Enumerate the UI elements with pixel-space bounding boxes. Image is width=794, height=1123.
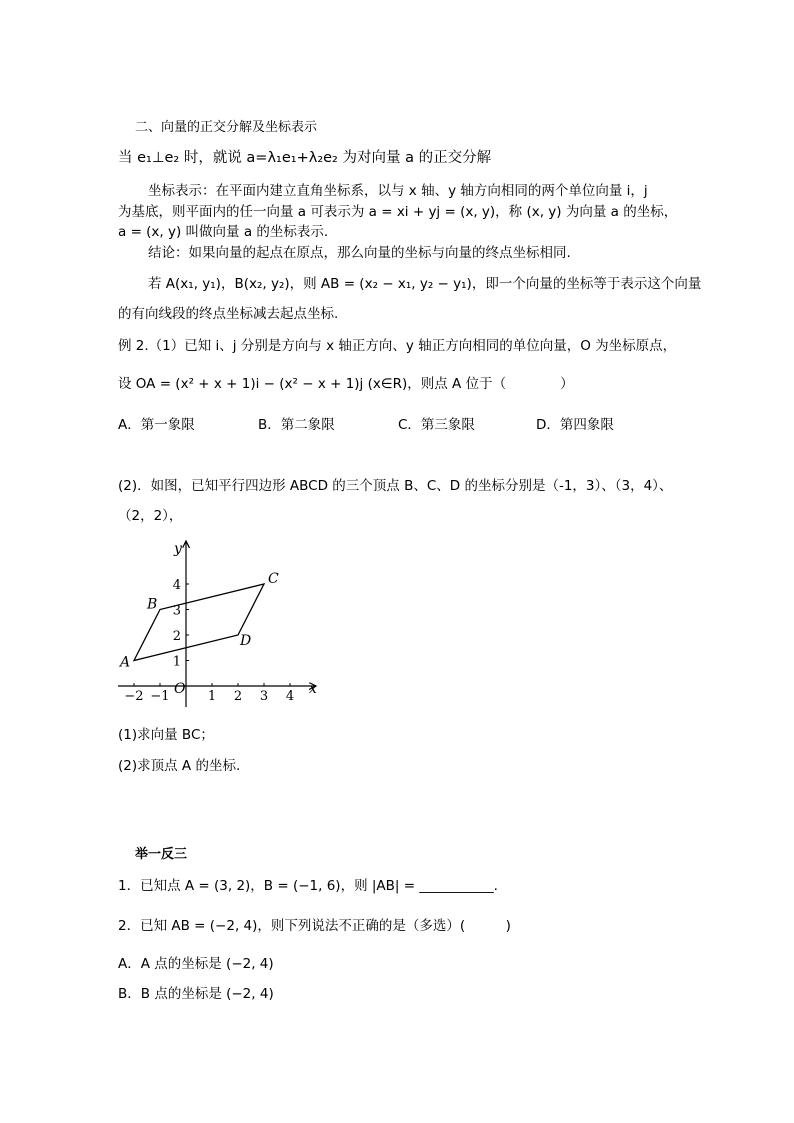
y-axis-label: y: [174, 541, 182, 557]
option-a: A．第一象限: [118, 417, 195, 433]
coordinate-paragraph-line-2: 为基底，则平面内的任一向量 a 可表示为 a = xi + yj = (x, y)，称 (x, y) 为向量 a 的坐标，: [118, 204, 678, 220]
practice-option-a: A．A 点的坐标是 (−2, 4): [118, 956, 274, 972]
x-tick-label: −1: [150, 689, 170, 704]
practice-question-1: 1．已知点 A = (3, 2)，B = (−1, 6)，则 |AB| = ___________.: [118, 878, 498, 894]
vertex-label-c: C: [268, 571, 279, 587]
option-d: D．第四象限: [536, 417, 614, 433]
option-b: B．第二象限: [258, 417, 335, 433]
section-heading: 二、向量的正交分解及坐标表示: [135, 120, 318, 135]
y-tick-label: 2: [172, 629, 181, 644]
practice-question-2: 2．已知 AB = (−2, 4)，则下列说法不正确的是（多选）( ): [118, 918, 511, 934]
y-tick-label: 3: [172, 603, 181, 619]
question-2: (2)求顶点 A 的坐标.: [118, 758, 241, 774]
parallelogram-abcd: [134, 584, 264, 661]
question-1: (1)求向量 BC；: [118, 727, 214, 743]
rule-line-1: 若 A(x₁, y₁)，B(x₂, y₂)，则 AB = (x₂ − x₁, y₂ − y₁)，即一个向量的坐标等于表示这个向量: [148, 276, 702, 292]
part-2-line-1: (2)．如图，已知平行四边形 ABCD 的三个顶点 B、C、D 的坐标分别是（-1，3）、（3，4）、: [118, 478, 673, 494]
x-tick-label: 4: [285, 689, 295, 704]
x-tick-label: −2: [124, 689, 144, 704]
x-tick-label: 1: [207, 689, 217, 704]
option-c: C．第三象限: [398, 417, 475, 433]
x-tick-label: 2: [233, 689, 243, 704]
origin-label: O: [174, 681, 186, 697]
y-tick-label: 1: [172, 654, 181, 670]
x-axis-label: x: [309, 681, 317, 697]
definition-line: 当 e₁⊥e₂ 时，就说 a=λ₁e₁+λ₂e₂ 为对向量 a 的正交分解: [118, 150, 492, 166]
coordinate-paragraph-line-3: a = (x, y) 叫做向量 a 的坐标表示.: [118, 224, 329, 240]
vertex-label-b: B: [147, 596, 158, 613]
example-2-line-1: 例 2.（1）已知 i、j 分别是方向与 x 轴正方向、y 轴正方向相同的单位向量，O 为坐标原点，: [118, 338, 677, 354]
vertex-label-d: D: [240, 633, 252, 649]
practice-option-b: B．B 点的坐标是 (−2, 4): [118, 986, 274, 1002]
vertex-label-a: A: [120, 654, 131, 671]
parallelogram-figure: [110, 535, 330, 715]
x-tick-label: 3: [259, 689, 269, 704]
example-2-line-2: 设 OA = (x² + x + 1)i − (x² − x + 1)j (x∈R)，则点 A 位于（ ）: [118, 376, 574, 392]
y-tick-label: 4: [172, 578, 181, 593]
conclusion-text: 结论：如果向量的起点在原点，那么向量的坐标与向量的终点坐标相同.: [148, 245, 571, 261]
practice-heading: 举一反三: [135, 847, 188, 862]
coordinate-paragraph-line-1: 坐标表示：在平面内建立直角坐标系，以与 x 轴、y 轴方向相同的两个单位向量 i，j: [148, 183, 648, 199]
rule-line-2: 的有向线段的终点坐标减去起点坐标.: [118, 306, 339, 322]
part-2-line-2: （2，2），: [118, 508, 183, 524]
